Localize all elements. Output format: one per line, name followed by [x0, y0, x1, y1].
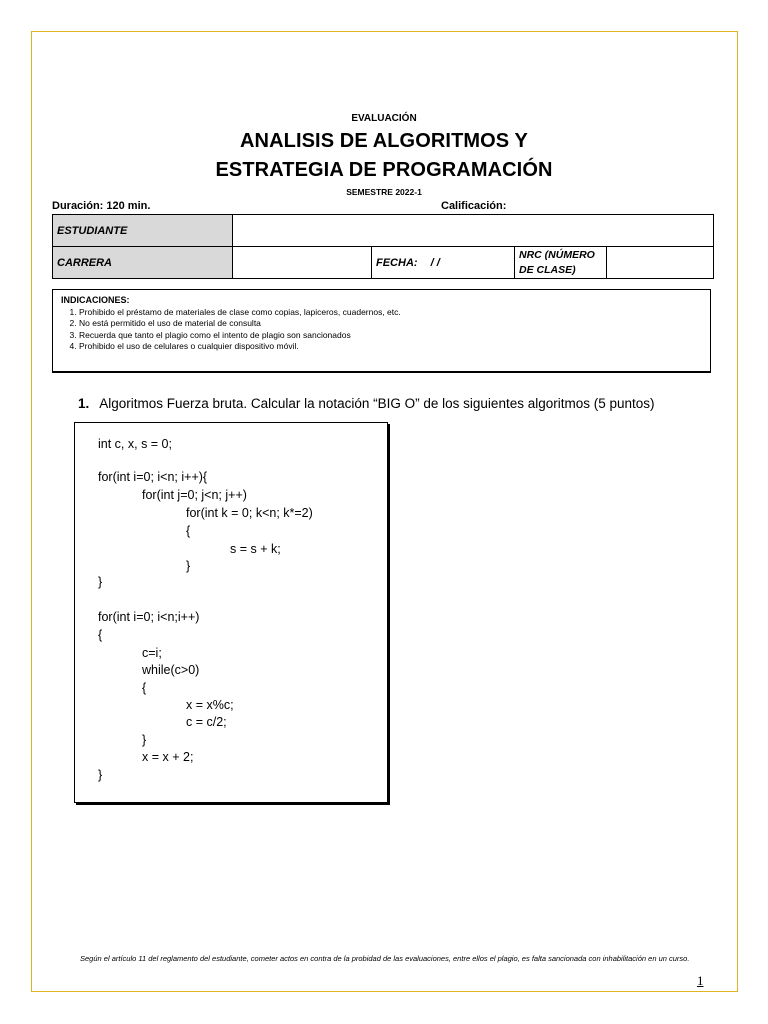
career-label: CARRERA — [53, 247, 233, 279]
code-box — [74, 422, 388, 803]
code-line: c=i; — [142, 646, 162, 660]
title-line-1: ANALISIS DE ALGORITMOS Y — [240, 130, 528, 152]
question-text: Algoritmos Fuerza bruta. Calcular la notación “BIG O” de los siguientes algoritmos (5 puntos) — [99, 396, 655, 411]
career-row — [53, 247, 714, 279]
code-line: int c, x, s = 0; — [98, 437, 172, 451]
date-slashes: / / — [430, 256, 440, 269]
code-line: { — [98, 628, 103, 642]
instruction-item: 1. Prohibido el préstamo de materiales de clase como copias, lapiceros, cuadernos, etc. — [79, 307, 702, 319]
code-line: } — [98, 768, 103, 782]
instruction-item: 2. No está permitido el uso de material de consulta — [79, 318, 702, 330]
code-line: s = s + k; — [230, 542, 281, 556]
date-label: FECHA: — [376, 256, 418, 269]
code-line: while(c>0) — [142, 663, 200, 677]
career-field[interactable] — [233, 247, 372, 279]
grade-label: Calificación: — [441, 200, 507, 212]
instruction-item: 4. Prohibido el uso de celulares o cualquier dispositivo móvil. — [79, 341, 702, 353]
code-line: x = x%c; — [186, 698, 234, 712]
instructions-list — [61, 307, 702, 353]
question-number: 1. — [78, 396, 90, 411]
code-line: for(int i=0; i<n;i++) — [98, 610, 200, 624]
student-info-table — [52, 214, 714, 279]
code-line: x = x + 2; — [142, 750, 194, 764]
code-line: c = c/2; — [186, 715, 227, 729]
date-field[interactable] — [372, 247, 515, 279]
student-row — [53, 215, 714, 247]
title-line-2: ESTRATEGIA DE PROGRAMACIÓN — [215, 159, 553, 181]
evaluation-label: EVALUACIÓN — [351, 113, 417, 124]
regulation-footnote: Según el artículo 11 del reglamento del estudiante, cometer actos en contra de la probidad de las evaluaciones, entre ellos el plagio, es falta sancionada con inhabilitación en un curso. — [80, 954, 690, 963]
page-number: 1 — [697, 973, 704, 988]
code-line: { — [142, 681, 147, 695]
nrc-field[interactable] — [607, 247, 714, 279]
semester-label: SEMESTRE 2022-1 — [346, 187, 422, 197]
student-name-field[interactable] — [233, 215, 714, 247]
nrc-label: NRC (NÚMERO DE CLASE) — [515, 247, 607, 279]
code-line: for(int k = 0; k<n; k*=2) — [186, 506, 313, 520]
instructions-box — [52, 289, 711, 373]
code-line: for(int i=0; i<n; i++){ — [98, 470, 208, 484]
instruction-item: 3. Recuerda que tanto el plagio como el intento de plagio son sancionados — [79, 330, 702, 342]
duration-label: Duración: 120 min. — [52, 200, 151, 212]
instructions-title: INDICACIONES: — [61, 295, 130, 305]
code-line: { — [186, 524, 191, 538]
student-label: ESTUDIANTE — [53, 215, 233, 247]
code-line: } — [98, 575, 103, 589]
question-1 — [78, 396, 655, 411]
code-line: } — [142, 733, 147, 747]
code-line: for(int j=0; j<n; j++) — [142, 488, 247, 502]
code-line: } — [186, 559, 191, 573]
